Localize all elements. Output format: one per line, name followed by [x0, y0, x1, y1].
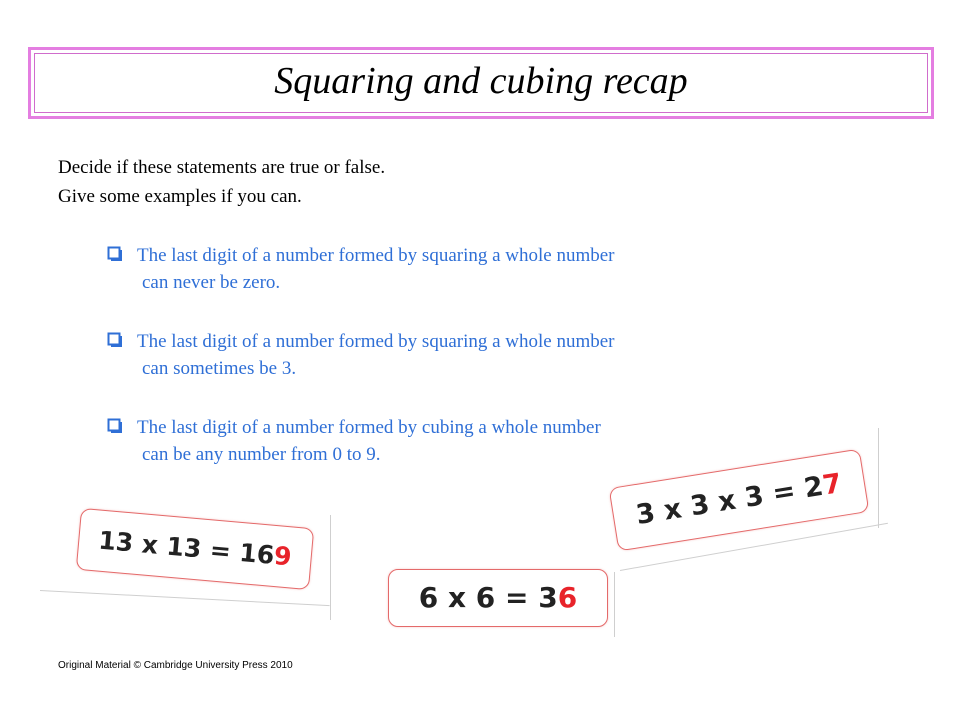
- checkbox-bullet-icon: [107, 418, 123, 434]
- card-3x3x3-last-digit: 7: [820, 467, 844, 502]
- card-3-frame: [878, 428, 879, 528]
- intro-line-1: Decide if these statements are true or false.: [58, 157, 386, 178]
- card-13x13-last-digit: 9: [272, 540, 293, 572]
- statement-2: [107, 328, 615, 382]
- intro-line-2: Give some examples if you can.: [58, 186, 302, 207]
- card-6x6-expression: 6 x 6 = 3: [418, 581, 558, 614]
- statement-1: [107, 242, 615, 296]
- card-6x6: [388, 569, 608, 627]
- statement-2-line-1: The last digit of a number formed by squaring a whole number: [137, 331, 615, 352]
- statement-3: [107, 414, 601, 468]
- card-2-frame: [614, 572, 615, 637]
- statement-3-line-2: can be any number from 0 to 9.: [142, 444, 381, 465]
- card-13x13: [76, 508, 315, 590]
- card-1-frame: [40, 590, 330, 606]
- card-1-frame: [330, 515, 331, 620]
- copyright-footer: Original Material © Cambridge University Press 2010: [58, 660, 293, 671]
- statement-1-line-2: can never be zero.: [142, 272, 281, 293]
- statement-2-line-2: can sometimes be 3.: [142, 358, 297, 379]
- checkbox-bullet-icon: [107, 332, 123, 348]
- card-3x3x3-expression: 3 x 3 x 3 = 2: [633, 470, 826, 532]
- slide-title: Squaring and cubing recap: [274, 60, 688, 102]
- statement-3-line-1: The last digit of a number formed by cubing a whole number: [137, 417, 601, 438]
- statement-1-line-1: The last digit of a number formed by squaring a whole number: [137, 245, 615, 266]
- card-3x3x3: [609, 449, 870, 552]
- card-13x13-expression: 13 x 13 = 16: [97, 525, 276, 570]
- checkbox-bullet-icon: [107, 246, 123, 262]
- title-box: [28, 47, 934, 119]
- card-6x6-last-digit: 6: [557, 581, 578, 614]
